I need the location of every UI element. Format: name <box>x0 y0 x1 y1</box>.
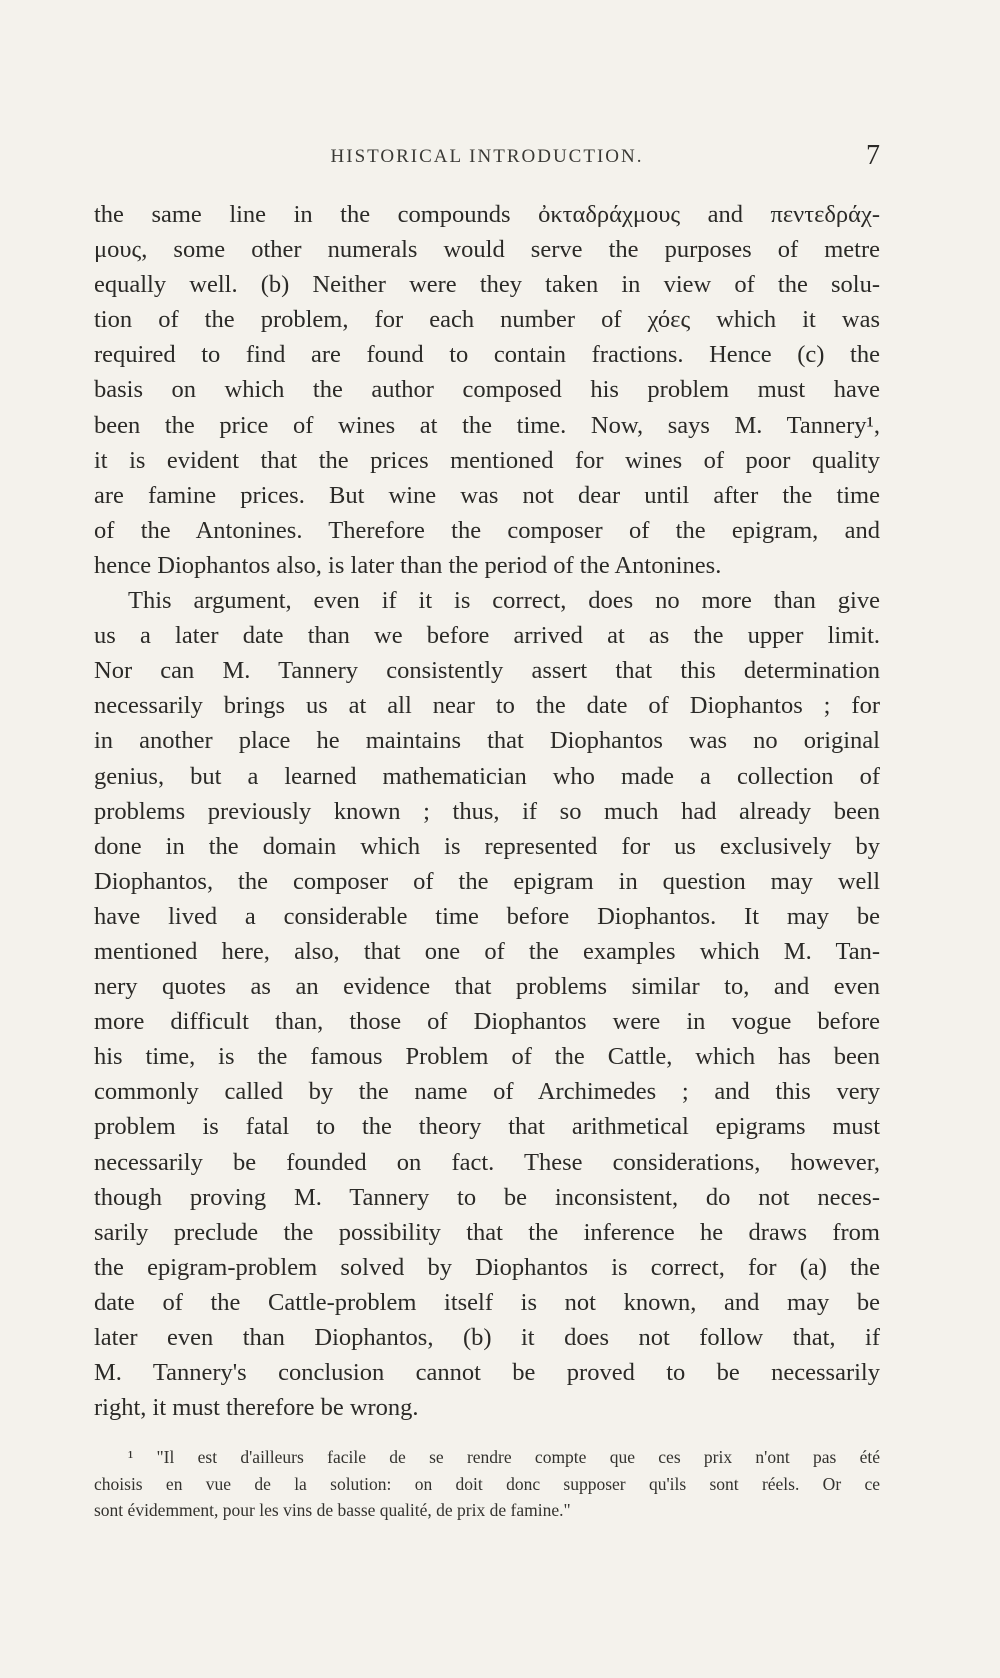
text-line: required to find are found to contain fractions. Hence (c) the <box>94 341 880 369</box>
text-line: Diophantos, the composer of the epigram in question may well <box>94 867 880 895</box>
text-line: necessarily brings us at all near to the date of Diophantos ; for <box>94 692 880 720</box>
text-line: it is evident that the prices mentioned for wines of poor quality <box>94 446 880 474</box>
text-line: later even than Diophantos, (b) it does not follow that, if <box>94 1324 880 1351</box>
text-line: This argument, even if it is correct, does no more than give <box>128 587 880 615</box>
page-number: 7 <box>866 140 880 171</box>
text-line: problems previously known ; thus, if so much had already been <box>94 797 880 825</box>
text-line: his time, is the famous Problem of the Cattle, which has been <box>94 1043 880 1071</box>
text-line: basis on which the author composed his problem must have <box>94 376 880 404</box>
text-line: more difficult than, those of Diophantos were in vogue before <box>94 1008 880 1036</box>
footnote <box>94 1444 880 1524</box>
text-line: mentioned here, also, that one of the examples which M. Tan- <box>94 937 880 965</box>
text-line: are famine prices. But wine was not dear until after the time <box>94 481 880 509</box>
text-line: problem is fatal to the theory that arithmetical epigrams must <box>94 1113 880 1141</box>
text-line: sarily preclude the possibility that the inference he draws from <box>94 1218 880 1246</box>
text-line: though proving M. Tannery to be inconsistent, do not neces- <box>94 1183 880 1211</box>
footnote-line: sont évidemment, pour les vins de basse qualité, de prix de famine." <box>94 1500 571 1520</box>
text-line: tion of the problem, for each number of χόες which it was <box>94 306 880 334</box>
text-line: right, it must therefore be wrong. <box>94 1394 419 1422</box>
text-line: been the price of wines at the time. Now, says M. Tannery¹, <box>94 411 880 439</box>
running-head: HISTORICAL INTRODUCTION. <box>330 146 644 167</box>
body-text <box>94 197 880 1425</box>
text-line: M. Tannery's conclusion cannot be proved to be necessarily <box>94 1359 880 1387</box>
text-line: hence Diophantos also, is later than the period of the Antonines. <box>94 551 722 579</box>
text-line: in another place he maintains that Diophantos was no original <box>94 727 880 755</box>
text-line: have lived a considerable time before Diophantos. It may be <box>94 902 880 930</box>
text-line: date of the Cattle-problem itself is not known, and may be <box>94 1288 880 1316</box>
text-line: equally well. (b) Neither were they taken in view of the solu- <box>94 271 880 299</box>
text-line: μους, some other numerals would serve the purposes of metre <box>94 236 880 264</box>
text-line: commonly called by the name of Archimedes ; and this very <box>94 1078 880 1106</box>
text-line: nery quotes as an evidence that problems similar to, and even <box>94 973 880 1001</box>
footnote-line: choisis en vue de la solution: on doit donc supposer qu'ils sont réels. Or ce <box>94 1473 880 1494</box>
page-header <box>94 140 880 174</box>
text-line: the epigram-problem solved by Diophantos is correct, for (a) the <box>94 1253 880 1281</box>
footnote-line: ¹ "Il est d'ailleurs facile de se rendre compte que ces prix n'ont pas été <box>128 1447 880 1467</box>
text-line: necessarily be founded on fact. These considerations, however, <box>94 1148 880 1176</box>
text-line: genius, but a learned mathematician who made a collection of <box>94 762 880 790</box>
text-line: Nor can M. Tannery consistently assert that this determination <box>94 657 880 685</box>
text-line: the same line in the compounds ὀκταδράχμους and πεντεδράχ- <box>94 201 880 228</box>
text-line: done in the domain which is represented for us exclusively by <box>94 832 880 860</box>
text-line: us a later date than we before arrived at as the upper limit. <box>94 622 880 650</box>
text-line: of the Antonines. Therefore the composer of the epigram, and <box>94 516 880 544</box>
